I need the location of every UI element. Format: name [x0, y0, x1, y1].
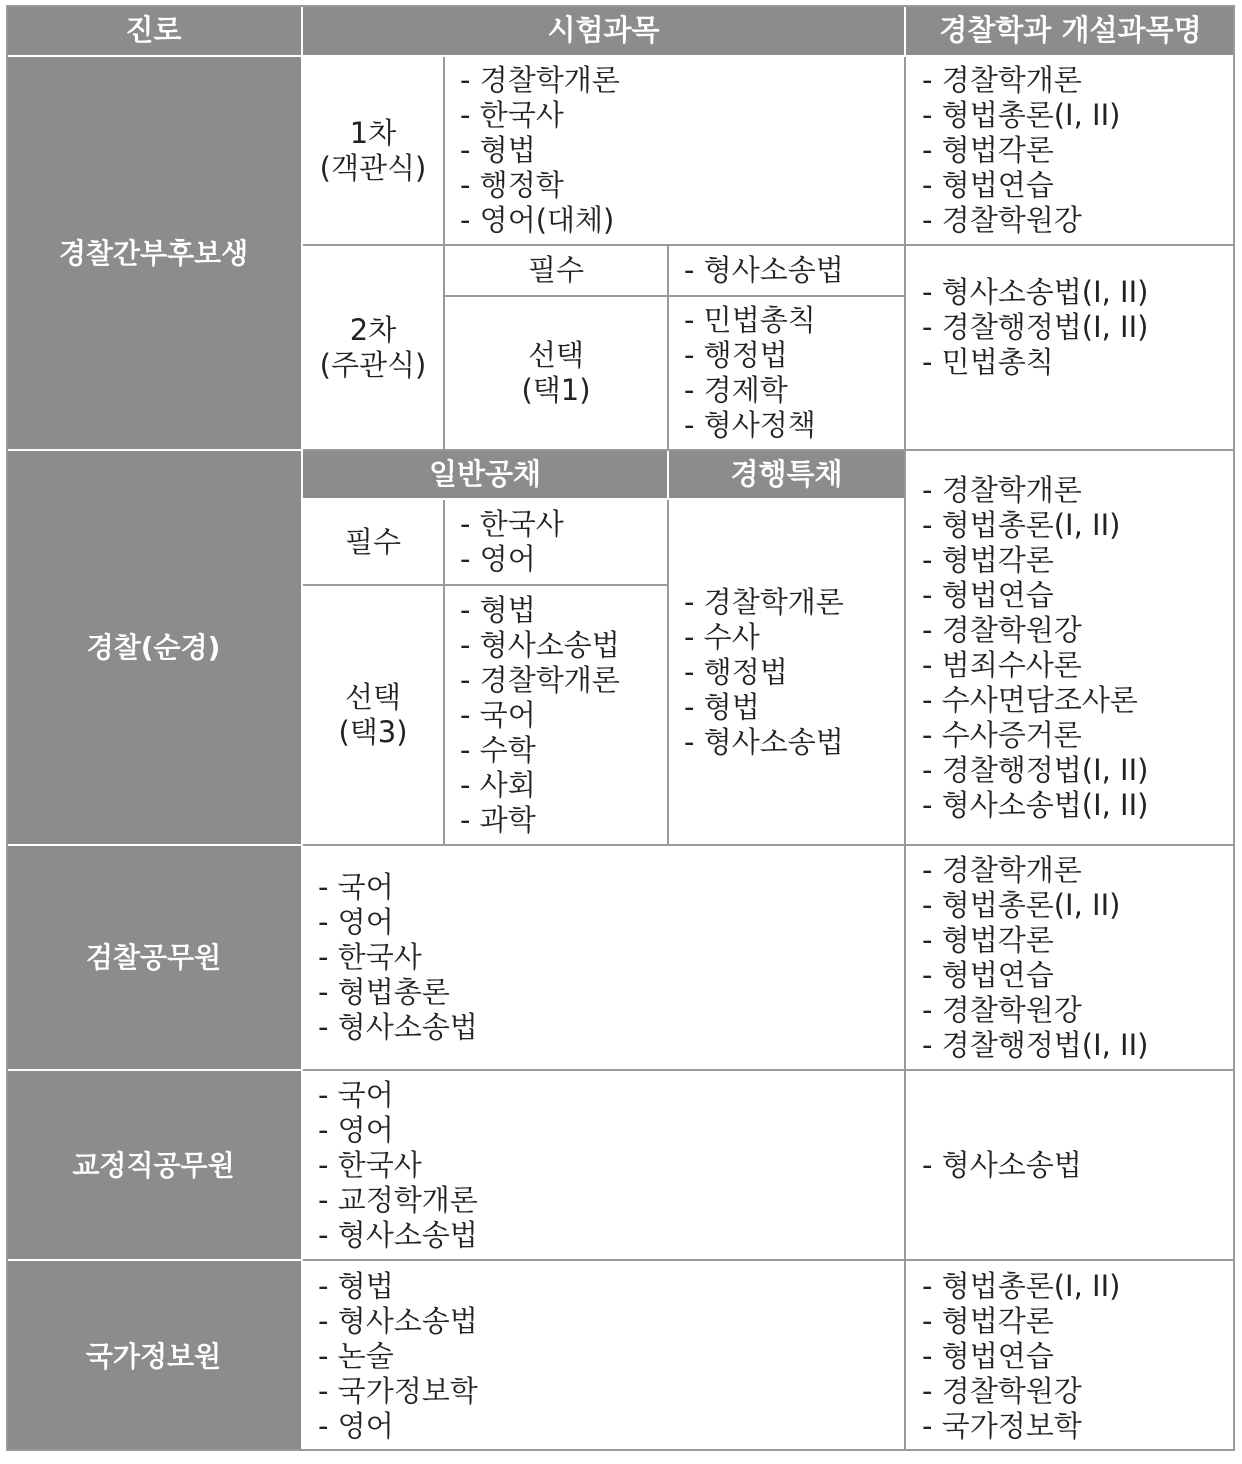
- career-prosecution: [6, 846, 301, 1069]
- career-label: 교정직공무원: [72, 1148, 235, 1182]
- first-exam-label: [303, 57, 443, 244]
- list-item: - 경찰행정법(I, II): [922, 1027, 1149, 1062]
- second-required-label: [445, 246, 667, 295]
- list-item: - 범죄수사론: [922, 647, 1082, 682]
- divider: [6, 55, 1235, 57]
- divider: [904, 5, 906, 55]
- list-item: - 경찰학개론: [460, 662, 620, 697]
- list-item: - 형법연습: [922, 1338, 1054, 1373]
- list-item: - 민법총칙: [684, 303, 816, 337]
- list-item: - 영어: [460, 542, 536, 576]
- general-recruitment-header: [303, 451, 667, 498]
- second-elective-subjects: [669, 297, 904, 449]
- list-item: - 국가정보학: [922, 1408, 1082, 1443]
- list-item: - 교정학개론: [318, 1182, 478, 1217]
- prosecution-subjects: [303, 846, 904, 1069]
- list-item: - 형사소송법: [318, 1217, 478, 1252]
- first-exam-label-line: (객관식): [319, 150, 427, 185]
- list-item: - 경찰학개론: [684, 584, 844, 619]
- divider: [667, 451, 669, 498]
- career-police: [6, 451, 301, 844]
- correction-courses: [906, 1071, 1235, 1259]
- list-item: - 형사소송법: [318, 1303, 478, 1338]
- list-item: - 국가정보학: [318, 1373, 478, 1408]
- list-item: - 형법: [460, 133, 536, 167]
- list-item: - 형법: [460, 592, 536, 627]
- list-item: - 형사소송법: [684, 724, 844, 759]
- list-item: - 경찰학개론: [922, 63, 1082, 97]
- list-item: - 형법각론: [922, 922, 1054, 957]
- list-item: - 국어: [460, 697, 536, 732]
- list-item: - 형법각론: [922, 542, 1054, 577]
- divider: [443, 500, 445, 844]
- list-item: - 형법총론: [318, 975, 450, 1009]
- header-career: [6, 5, 301, 55]
- header-exam-subjects: [303, 5, 904, 55]
- divider: [6, 449, 301, 451]
- divider: [6, 1069, 301, 1071]
- list-item: - 경찰학원강: [922, 992, 1082, 1027]
- list-item: - 영어: [318, 905, 394, 939]
- second-exam-courses: [906, 246, 1235, 449]
- divider: [301, 5, 303, 55]
- prosecution-courses: [906, 846, 1235, 1069]
- list-item: - 수학: [460, 732, 536, 767]
- second-required-subjects: [669, 246, 904, 295]
- divider: [445, 295, 904, 297]
- first-exam-label-line: 1차: [349, 115, 397, 150]
- special-recruitment-header: [669, 451, 904, 498]
- list-item: - 형사정책: [684, 408, 816, 442]
- list-item: - 형사소송법: [922, 1147, 1082, 1182]
- career-police-officer-candidate: [6, 57, 301, 449]
- list-item: - 형법: [684, 689, 760, 724]
- second-exam-label-line: 2차: [349, 312, 397, 347]
- list-item: - 경제학: [684, 373, 788, 407]
- list-item: - 수사증거론: [922, 717, 1082, 752]
- first-exam-subjects: [445, 57, 904, 244]
- divider: [303, 844, 1235, 846]
- second-exam-label-line: (주관식): [319, 347, 427, 382]
- career-label: 검찰공무원: [85, 941, 222, 974]
- divider: [667, 246, 669, 449]
- list-item: - 경찰학개론: [922, 472, 1082, 507]
- nis-subjects: [303, 1261, 904, 1451]
- list-item: - 경찰학원강: [922, 612, 1082, 647]
- general-recruitment-text: 일반공채: [428, 457, 542, 491]
- divider: [6, 844, 301, 846]
- list-item: - 논술: [318, 1338, 394, 1373]
- list-item: - 경찰행정법(I, II): [922, 752, 1149, 787]
- list-item: - 행정법: [684, 338, 788, 372]
- career-correction: [6, 1071, 301, 1259]
- divider: [303, 1069, 1235, 1071]
- list-item: - 민법총칙: [922, 345, 1054, 379]
- list-item: - 한국사: [318, 1147, 422, 1182]
- required-label: 필수: [527, 253, 585, 287]
- list-item: - 형사소송법: [684, 253, 844, 287]
- police-required-label: [303, 500, 443, 584]
- list-item: - 행정법: [684, 654, 788, 689]
- elective-label-line: (택3): [338, 715, 408, 749]
- header-course-names-text: 경찰학과 개설과목명: [939, 12, 1202, 47]
- list-item: - 형사소송법(I, II): [922, 275, 1149, 309]
- list-item: - 사회: [460, 767, 536, 802]
- list-item: - 형사소송법: [460, 627, 620, 662]
- divider: [904, 57, 906, 1451]
- list-item: - 영어: [318, 1408, 394, 1443]
- police-required-subjects: [445, 500, 667, 584]
- list-item: - 형법총론(I, II): [922, 887, 1121, 922]
- list-item: - 국어: [318, 1077, 394, 1112]
- list-item: - 형사소송법: [318, 1010, 478, 1044]
- divider: [303, 1259, 1235, 1261]
- list-item: - 형법: [318, 1268, 394, 1303]
- list-item: - 형법총론(I, II): [922, 507, 1121, 542]
- elective-label-line: 선택: [527, 338, 585, 372]
- list-item: - 행정학: [460, 168, 564, 202]
- required-label: 필수: [344, 524, 402, 559]
- career-nis: [6, 1261, 301, 1451]
- list-item: - 형법각론: [922, 133, 1054, 167]
- header-career-text: 진로: [125, 12, 182, 47]
- list-item: - 형법총론(I, II): [922, 98, 1121, 132]
- list-item: - 과학: [460, 802, 536, 837]
- career-label: 국가정보원: [85, 1339, 222, 1373]
- list-item: - 형법각론: [922, 1303, 1054, 1338]
- list-item: - 형법연습: [922, 577, 1054, 612]
- list-item: - 영어: [318, 1112, 394, 1147]
- police-elective-label: [303, 586, 443, 844]
- elective-label-line: 선택: [344, 680, 402, 714]
- police-courses: [906, 451, 1235, 844]
- second-elective-label: [445, 297, 667, 449]
- career-label: 경찰간부후보생: [58, 236, 249, 270]
- divider: [6, 1259, 301, 1261]
- divider: [667, 500, 669, 844]
- police-special-subjects: [669, 500, 904, 844]
- correction-subjects: [303, 1071, 904, 1259]
- divider: [443, 57, 445, 449]
- list-item: - 경찰행정법(I, II): [922, 310, 1149, 344]
- police-elective-subjects: [445, 586, 667, 844]
- divider: [303, 498, 904, 500]
- first-exam-courses: [906, 57, 1235, 244]
- nis-courses: [906, 1261, 1235, 1451]
- special-recruitment-text: 경행특채: [730, 457, 843, 491]
- list-item: - 형법총론(I, II): [922, 1268, 1121, 1303]
- list-item: - 영어(대체): [460, 203, 615, 237]
- list-item: - 한국사: [318, 940, 422, 974]
- list-item: - 형법연습: [922, 168, 1054, 202]
- list-item: - 한국사: [460, 98, 564, 132]
- header-exam-subjects-text: 시험과목: [547, 12, 660, 47]
- divider: [303, 244, 1235, 246]
- header-course-names: [906, 5, 1235, 55]
- list-item: - 경찰학원강: [922, 1373, 1082, 1408]
- list-item: - 경찰학개론: [460, 63, 620, 97]
- list-item: - 수사면담조사론: [922, 682, 1138, 717]
- list-item: - 한국사: [460, 507, 564, 541]
- divider: [303, 449, 1235, 451]
- elective-label-line: (택1): [521, 373, 591, 407]
- list-item: - 경찰학개론: [922, 852, 1082, 887]
- second-exam-label: [303, 246, 443, 449]
- list-item: - 국어: [318, 870, 394, 904]
- list-item: - 형사소송법(I, II): [922, 787, 1149, 822]
- list-item: - 형법연습: [922, 957, 1054, 992]
- list-item: - 수사: [684, 619, 760, 654]
- divider: [303, 584, 667, 586]
- career-label: 경찰(순경): [86, 631, 221, 664]
- list-item: - 경찰학원강: [922, 203, 1082, 237]
